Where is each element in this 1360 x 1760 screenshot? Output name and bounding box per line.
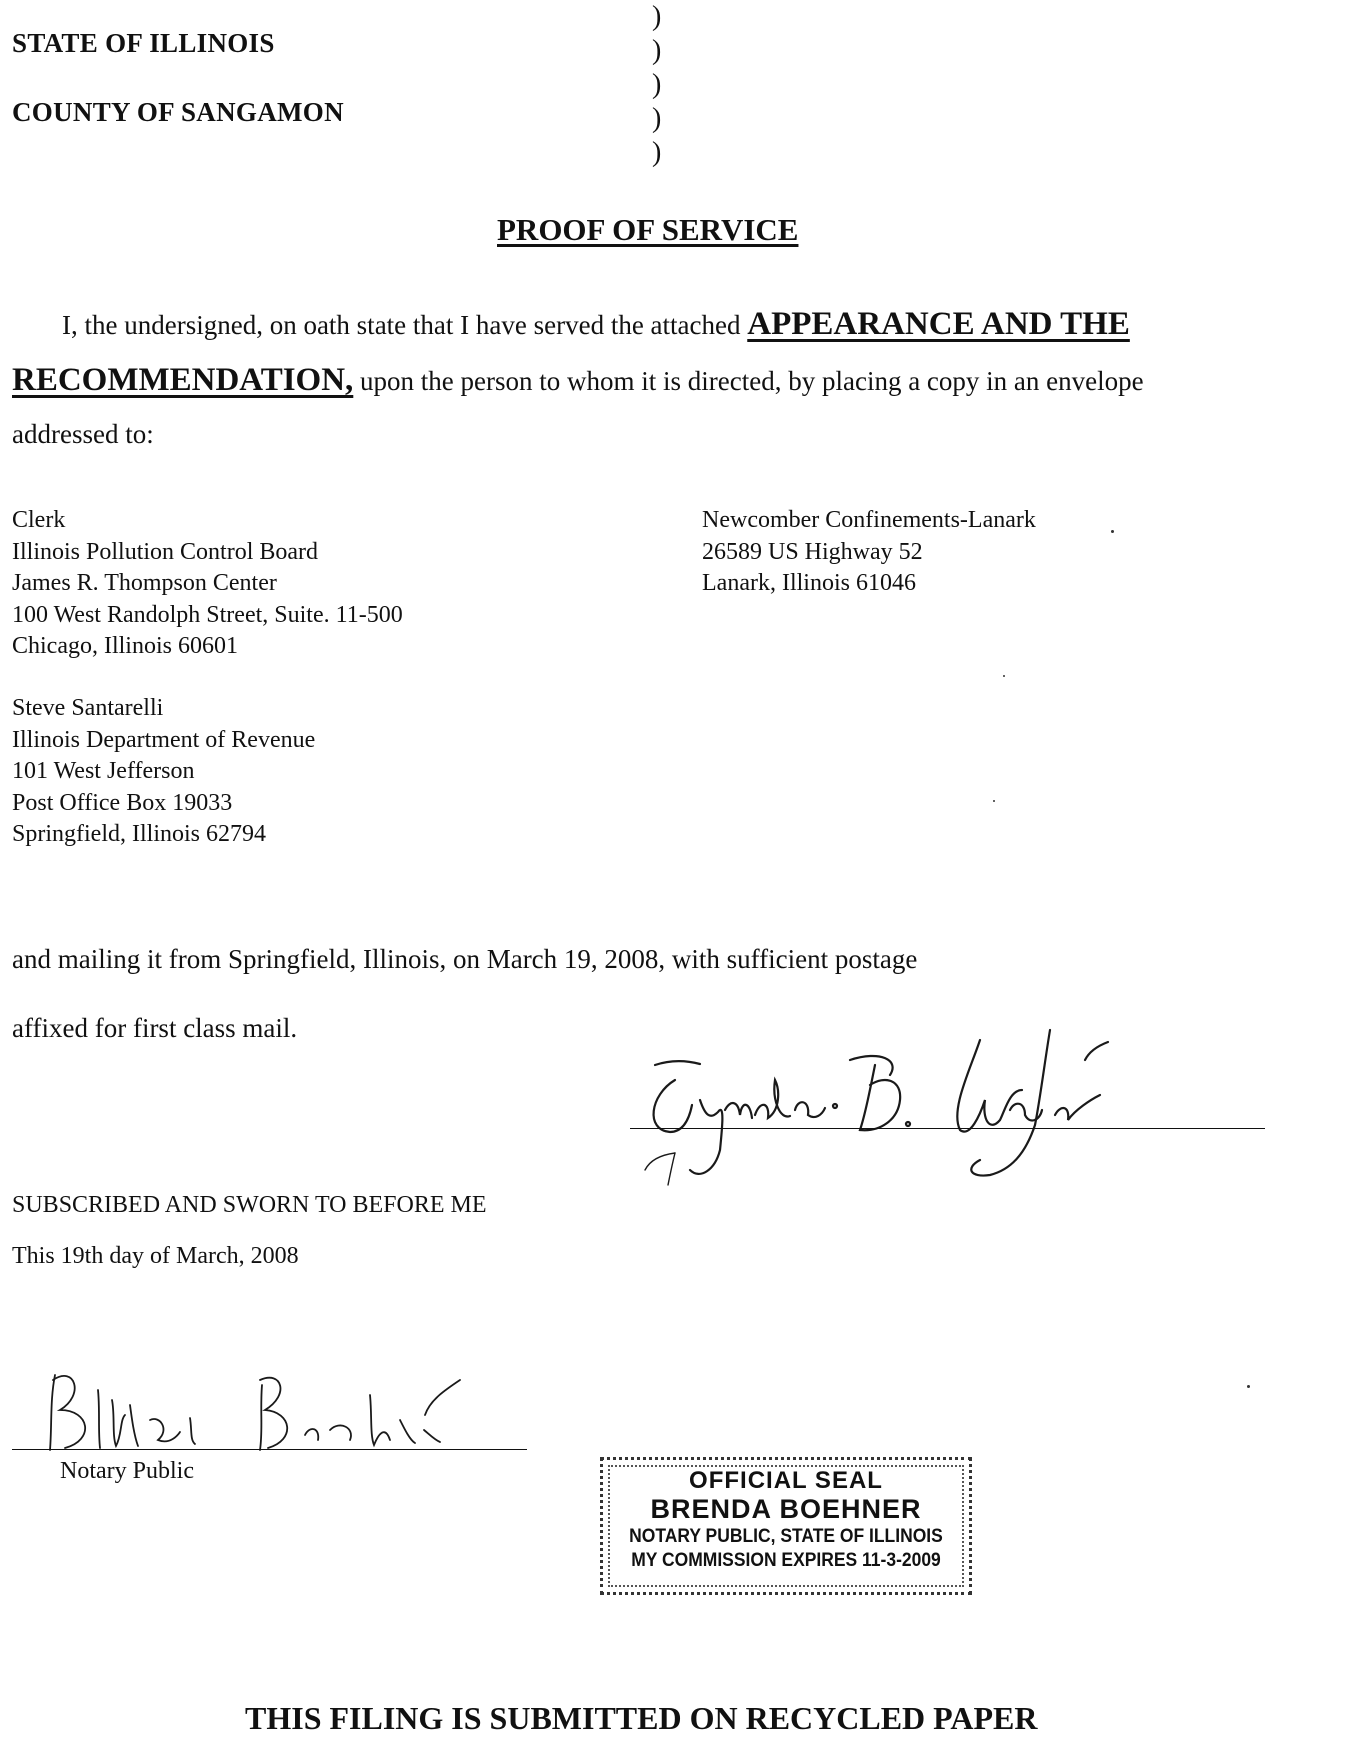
sworn-line-1: SUBSCRIBED AND SWORN TO BEFORE ME bbox=[12, 1192, 487, 1218]
caption-paren: ) bbox=[652, 69, 662, 100]
recipient-newcomber bbox=[702, 505, 1036, 600]
notary-signature bbox=[20, 1340, 490, 1460]
address-line: Illinois Department of Revenue bbox=[12, 726, 316, 753]
scan-speck bbox=[1247, 1385, 1250, 1388]
scan-speck bbox=[1111, 530, 1114, 533]
address-line: James R. Thompson Center bbox=[12, 570, 277, 596]
caption-paren: ) bbox=[652, 103, 662, 134]
caption-paren: ) bbox=[652, 137, 662, 168]
address-line: 100 West Randolph Street, Suite. 11-500 bbox=[12, 601, 403, 628]
caption-paren: ) bbox=[652, 35, 662, 66]
address-line: Illinois Pollution Control Board bbox=[12, 538, 319, 565]
recycled-paper-footer: THIS FILING IS SUBMITTED ON RECYCLED PAPER bbox=[245, 1700, 1038, 1736]
caption-paren: ) bbox=[652, 1, 662, 32]
intro-line-1 bbox=[62, 306, 1130, 343]
address-line: 101 West Jefferson bbox=[12, 758, 195, 784]
seal-jurisdiction: NOTARY PUBLIC, STATE OF ILLINOIS bbox=[629, 1526, 943, 1547]
address-line: Newcomber Confinements-Lanark bbox=[702, 507, 1036, 533]
intro-text-1: I, the undersigned, on oath state that I have served the attached bbox=[62, 310, 748, 340]
notary-signature-line bbox=[12, 1449, 527, 1450]
intro-line-3: addressed to: bbox=[12, 419, 154, 449]
served-document-title-2: RECOMMENDATION, bbox=[12, 362, 354, 398]
notary-public-label: Notary Public bbox=[60, 1458, 194, 1484]
address-line: Lanark, Illinois 61046 bbox=[702, 570, 916, 596]
mailing-line-1: and mailing it from Springfield, Illinois, on March 19, 2008, with sufficient postage bbox=[12, 944, 918, 974]
seal-commission: MY COMMISSION EXPIRES 11-3-2009 bbox=[631, 1550, 941, 1571]
intro-line-2 bbox=[12, 362, 1144, 399]
affiant-signature-line bbox=[630, 1128, 1265, 1129]
scan-speck bbox=[993, 800, 995, 802]
address-line: Clerk bbox=[12, 507, 66, 533]
seal-notary-name: BRENDA BOEHNER bbox=[650, 1494, 922, 1524]
caption-county: COUNTY OF SANGAMON bbox=[12, 97, 344, 127]
mailing-line-2: affixed for first class mail. bbox=[12, 1013, 298, 1043]
caption-parens bbox=[652, 0, 661, 170]
address-line: Chicago, Illinois 60601 bbox=[12, 633, 238, 659]
served-document-title-1: APPEARANCE AND THE bbox=[747, 306, 1130, 342]
sworn-line-2: This 19th day of March, 2008 bbox=[12, 1243, 299, 1269]
official-seal-stamp bbox=[600, 1457, 972, 1595]
affiant-signature bbox=[630, 1020, 1230, 1200]
recipient-santarelli bbox=[12, 693, 315, 851]
caption-state: STATE OF ILLINOIS bbox=[12, 28, 275, 58]
address-line: Post Office Box 19033 bbox=[12, 789, 233, 816]
address-line: Steve Santarelli bbox=[12, 695, 164, 721]
recipient-clerk bbox=[12, 505, 403, 663]
address-line: Springfield, Illinois 62794 bbox=[12, 821, 266, 847]
scan-speck bbox=[1003, 675, 1005, 677]
document-title: PROOF OF SERVICE bbox=[497, 212, 799, 247]
seal-title: OFFICIAL SEAL bbox=[689, 1467, 883, 1494]
address-line: 26589 US Highway 52 bbox=[702, 538, 923, 565]
intro-text-2: upon the person to whom it is directed, by placing a copy in an envelope bbox=[353, 366, 1144, 396]
